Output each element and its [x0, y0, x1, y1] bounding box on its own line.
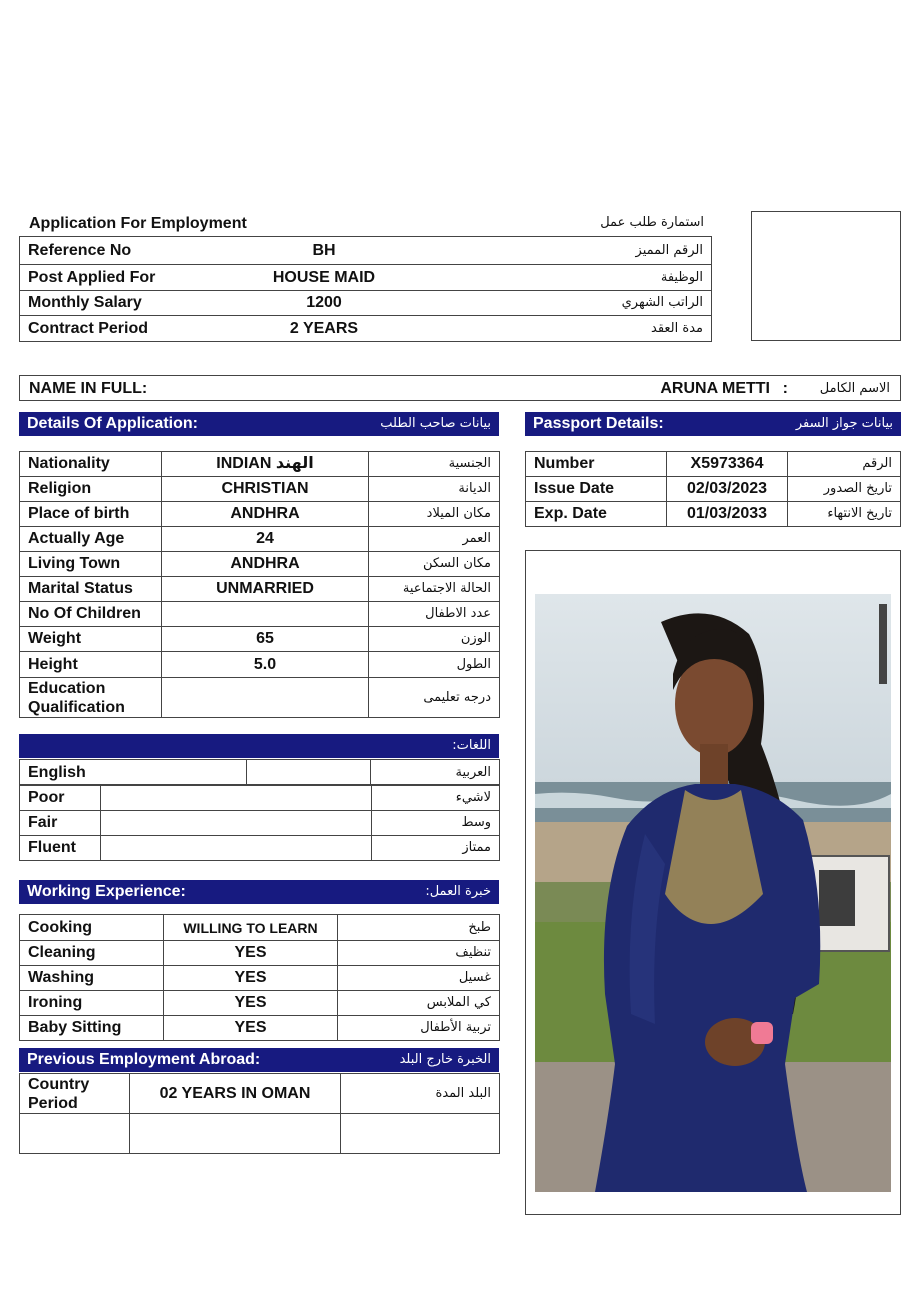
passport-label: Exp. Date — [526, 502, 667, 527]
language-ar: العربية — [371, 760, 500, 786]
detail-value: CHRISTIAN — [162, 477, 369, 502]
skill-value: YES — [164, 941, 338, 966]
skill-value: YES — [164, 991, 338, 1016]
skill-ar: طبخ — [338, 915, 500, 941]
skill-label: Ironing — [20, 991, 164, 1016]
details-title-ar: بيانات صاحب الطلب — [380, 416, 491, 431]
passport-label: Issue Date — [526, 477, 667, 502]
skill-ar: تربية الأطفال — [338, 1016, 500, 1041]
level-label: Poor — [20, 785, 101, 811]
contract-value: 2 YEARS — [191, 316, 457, 342]
post-label: Post Applied For — [20, 265, 192, 291]
previous-bar — [19, 1048, 499, 1072]
experience-title-ar: خبرة العمل: — [425, 884, 491, 899]
level-ar: لاشيء — [372, 785, 500, 811]
name-ar: الاسم الكامل — [819, 381, 890, 396]
details-table — [19, 451, 500, 718]
detail-value: ANDHRA — [162, 502, 369, 527]
detail-ar: الوزن — [369, 627, 500, 652]
passport-ar: تاريخ الصدور — [788, 477, 901, 502]
detail-ar: الجنسية — [369, 452, 500, 477]
previous-label: Country Period — [20, 1074, 130, 1114]
detail-ar: عدد الاطفال — [369, 602, 500, 627]
salary-value: 1200 — [191, 291, 457, 316]
skill-label: Cleaning — [20, 941, 164, 966]
detail-label: Marital Status — [20, 577, 162, 602]
skill-ar: كي الملابس — [338, 991, 500, 1016]
detail-label: Education Qualification — [20, 678, 162, 718]
experience-table — [19, 914, 500, 1041]
ref-value: BH — [191, 237, 457, 265]
detail-ar: الديانة — [369, 477, 500, 502]
skill-value: YES — [164, 966, 338, 991]
skill-value: YES — [164, 1016, 338, 1041]
stamp-box — [751, 211, 901, 341]
previous-ar: البلد المدة — [341, 1074, 500, 1114]
skill-label: Washing — [20, 966, 164, 991]
form-title-ar: استمارة طلب عمل — [600, 215, 704, 230]
skill-value: WILLING TO LEARN — [164, 915, 338, 941]
level-label: Fair — [20, 811, 101, 836]
passport-table — [525, 451, 901, 527]
skill-label: Baby Sitting — [20, 1016, 164, 1041]
detail-label: Weight — [20, 627, 162, 652]
photo-frame — [525, 550, 901, 1215]
previous-title: Previous Employment Abroad: — [27, 1051, 261, 1068]
passport-value: 01/03/2033 — [667, 502, 788, 527]
detail-value: UNMARRIED — [162, 577, 369, 602]
level-label: Fluent — [20, 836, 101, 861]
detail-value: 24 — [162, 527, 369, 552]
detail-value — [162, 602, 369, 627]
name-separator: : — [782, 380, 788, 397]
detail-value: 65 — [162, 627, 369, 652]
form-title: Application For Employment — [29, 215, 247, 232]
detail-label: No Of Children — [20, 602, 162, 627]
detail-label: Nationality — [20, 452, 162, 477]
previous-title-ar: الخبرة خارج البلد — [399, 1052, 491, 1067]
name-label: NAME IN FULL: — [29, 380, 148, 397]
detail-label: Religion — [20, 477, 162, 502]
level-ar: ممتاز — [372, 836, 500, 861]
ref-label: Reference No — [20, 237, 192, 265]
passport-value: X5973364 — [667, 452, 788, 477]
detail-value — [162, 678, 369, 718]
previous-value: 02 YEARS IN OMAN — [130, 1074, 341, 1114]
languages-title-ar: اللغات: — [452, 738, 491, 753]
detail-value: INDIAN الهند — [162, 452, 369, 477]
passport-label: Number — [526, 452, 667, 477]
languages-levels-table — [19, 784, 500, 861]
passport-ar: الرقم — [788, 452, 901, 477]
name-row — [19, 375, 901, 401]
passport-value: 02/03/2023 — [667, 477, 788, 502]
passport-title: Passport Details: — [533, 415, 664, 432]
previous-table — [19, 1073, 500, 1154]
detail-ar: الطول — [369, 652, 500, 678]
name-value: ARUNA METTI — [660, 380, 770, 397]
detail-value: 5.0 — [162, 652, 369, 678]
skill-label: Cooking — [20, 915, 164, 941]
detail-ar: الحالة الاجتماعية — [369, 577, 500, 602]
experience-title: Working Experience: — [27, 883, 186, 900]
ref-ar: الرقم المميز — [457, 237, 712, 265]
detail-label: Actually Age — [20, 527, 162, 552]
contract-label: Contract Period — [20, 316, 192, 342]
skill-ar: غسيل — [338, 966, 500, 991]
passport-bar — [525, 412, 901, 436]
experience-bar — [19, 880, 499, 904]
skill-ar: تنظيف — [338, 941, 500, 966]
level-ar: وسط — [372, 811, 500, 836]
post-ar: الوظيفة — [457, 265, 712, 291]
top-info-table — [19, 236, 712, 342]
contract-ar: مدة العقد — [457, 316, 712, 342]
language-label: English — [20, 760, 247, 786]
passport-title-ar: بيانات جواز السفر — [795, 416, 893, 431]
salary-label: Monthly Salary — [20, 291, 192, 316]
detail-label: Height — [20, 652, 162, 678]
details-bar — [19, 412, 499, 436]
salary-ar: الراتب الشهري — [457, 291, 712, 316]
post-value: HOUSE MAID — [191, 265, 457, 291]
detail-ar: مكان السكن — [369, 552, 500, 577]
detail-label: Place of birth — [20, 502, 162, 527]
languages-bar — [19, 734, 499, 758]
detail-ar: درجه تعليمى — [369, 678, 500, 718]
detail-ar: مكان الميلاد — [369, 502, 500, 527]
languages-table — [19, 759, 500, 786]
detail-value: ANDHRA — [162, 552, 369, 577]
detail-label: Living Town — [20, 552, 162, 577]
detail-ar: العمر — [369, 527, 500, 552]
details-title: Details Of Application: — [27, 415, 198, 432]
passport-ar: تاريخ الانتهاء — [788, 502, 901, 527]
applicant-photo — [535, 594, 891, 1192]
